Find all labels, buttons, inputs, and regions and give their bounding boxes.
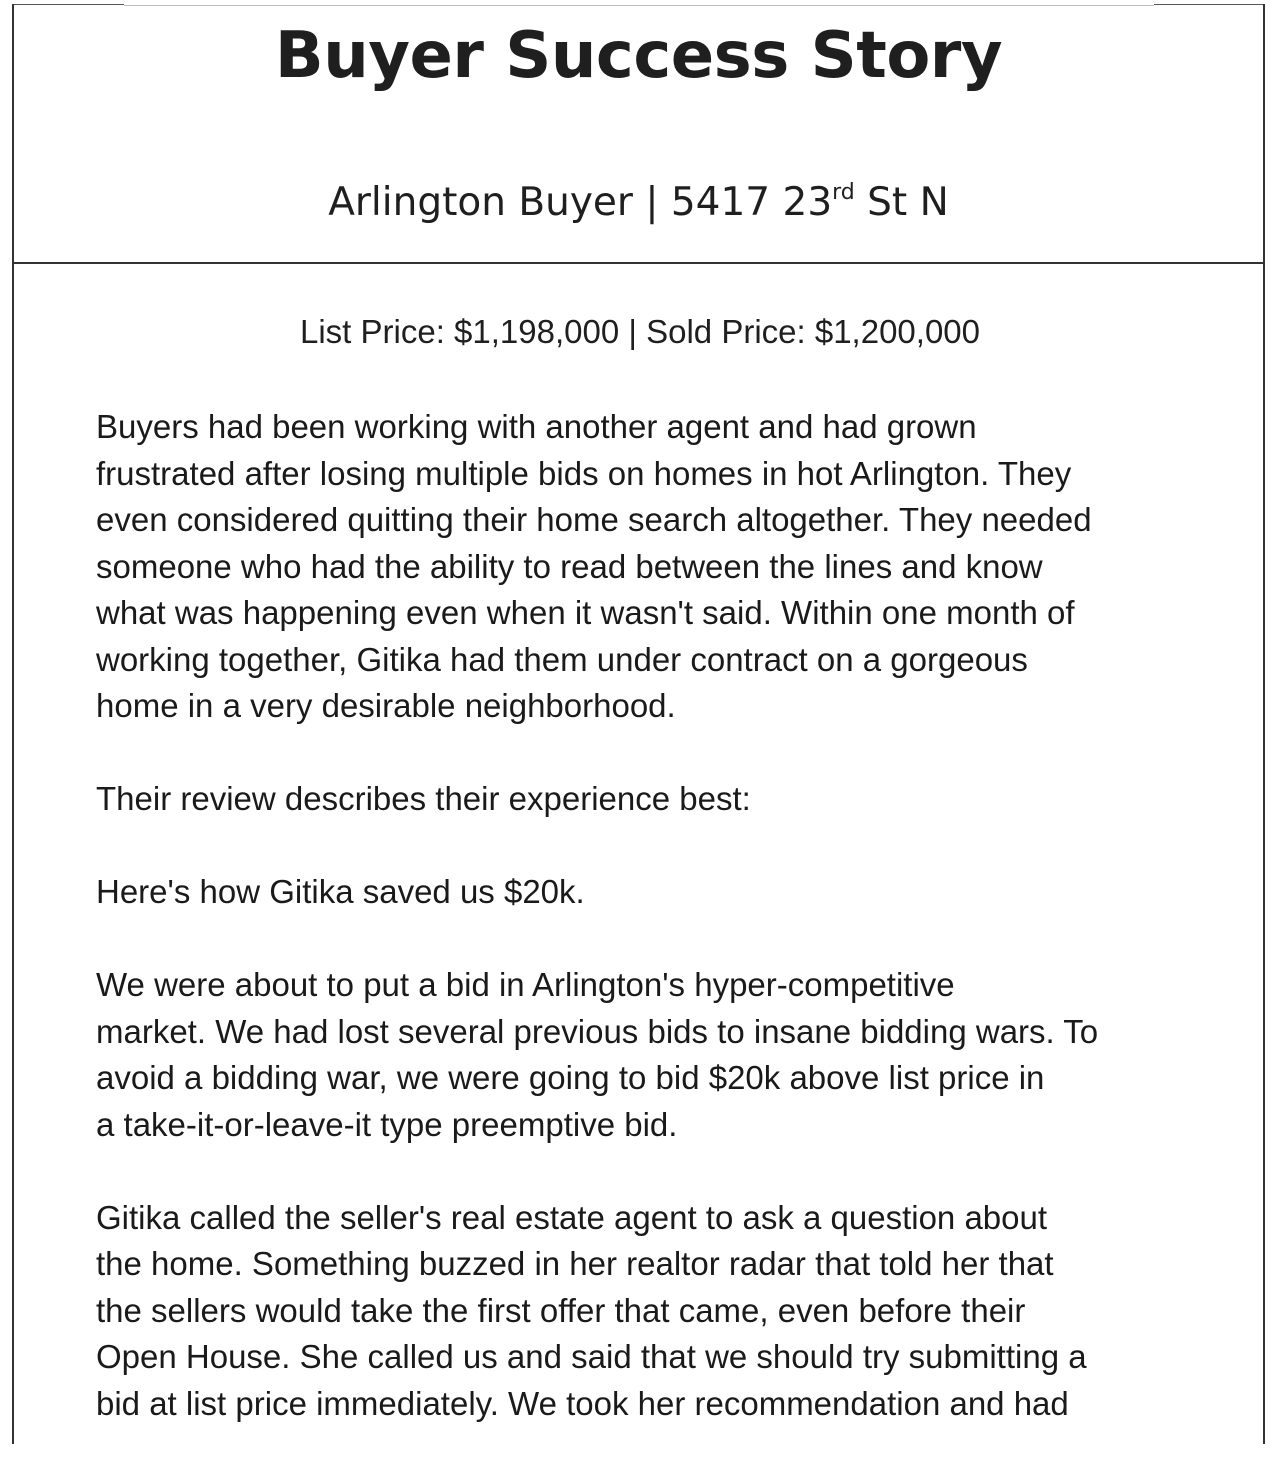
document-subtitle (12, 180, 1265, 227)
document-header (12, 4, 1265, 264)
subtitle-address-prefix: Arlington Buyer | 5417 23 (328, 180, 833, 225)
document-title: Buyer Success Story (274, 19, 1003, 93)
story-body (96, 404, 1246, 1474)
price-summary: List Price: $1,198,000 | Sold Price: $1,200,000 (299, 313, 980, 350)
subtitle-address-suffix: St N (854, 180, 949, 225)
story-intro-paragraph: Buyers had been working with another agent and had grown frustrated after losing multiple bids on homes in hot Arlington. They even considered quitting their home search altogether. They needed someone who had the ability to read between the lines and know what was happening even when it wasn't said. Within one month of working together, Gitika had them under contract on a gorgeous home in a very desirable neighborhood. (96, 408, 1092, 724)
subtitle-ordinal-suffix: rd (832, 180, 855, 205)
review-heading: Here's how Gitika saved us $20k. (96, 873, 585, 910)
review-paragraph: We were about to put a bid in Arlington's hyper-competitive market. We had lost several previous bids to insane bidding wars. To avoid a bidding war, we were going to bid $20k above list price in a take-it-or-leave-it type preemptive bid. (96, 966, 1099, 1143)
review-paragraph: Gitika called the seller's real estate agent to ask a question about the home. Something buzzed in her realtor radar that told her that the sellers would take the first offer that came, even before their Open House. She called us and said that we should try submitting a bid at list price immediately. We took her recommendation and had (96, 1198, 1087, 1422)
review-lead-in: Their review describes their experience best: (96, 780, 751, 817)
